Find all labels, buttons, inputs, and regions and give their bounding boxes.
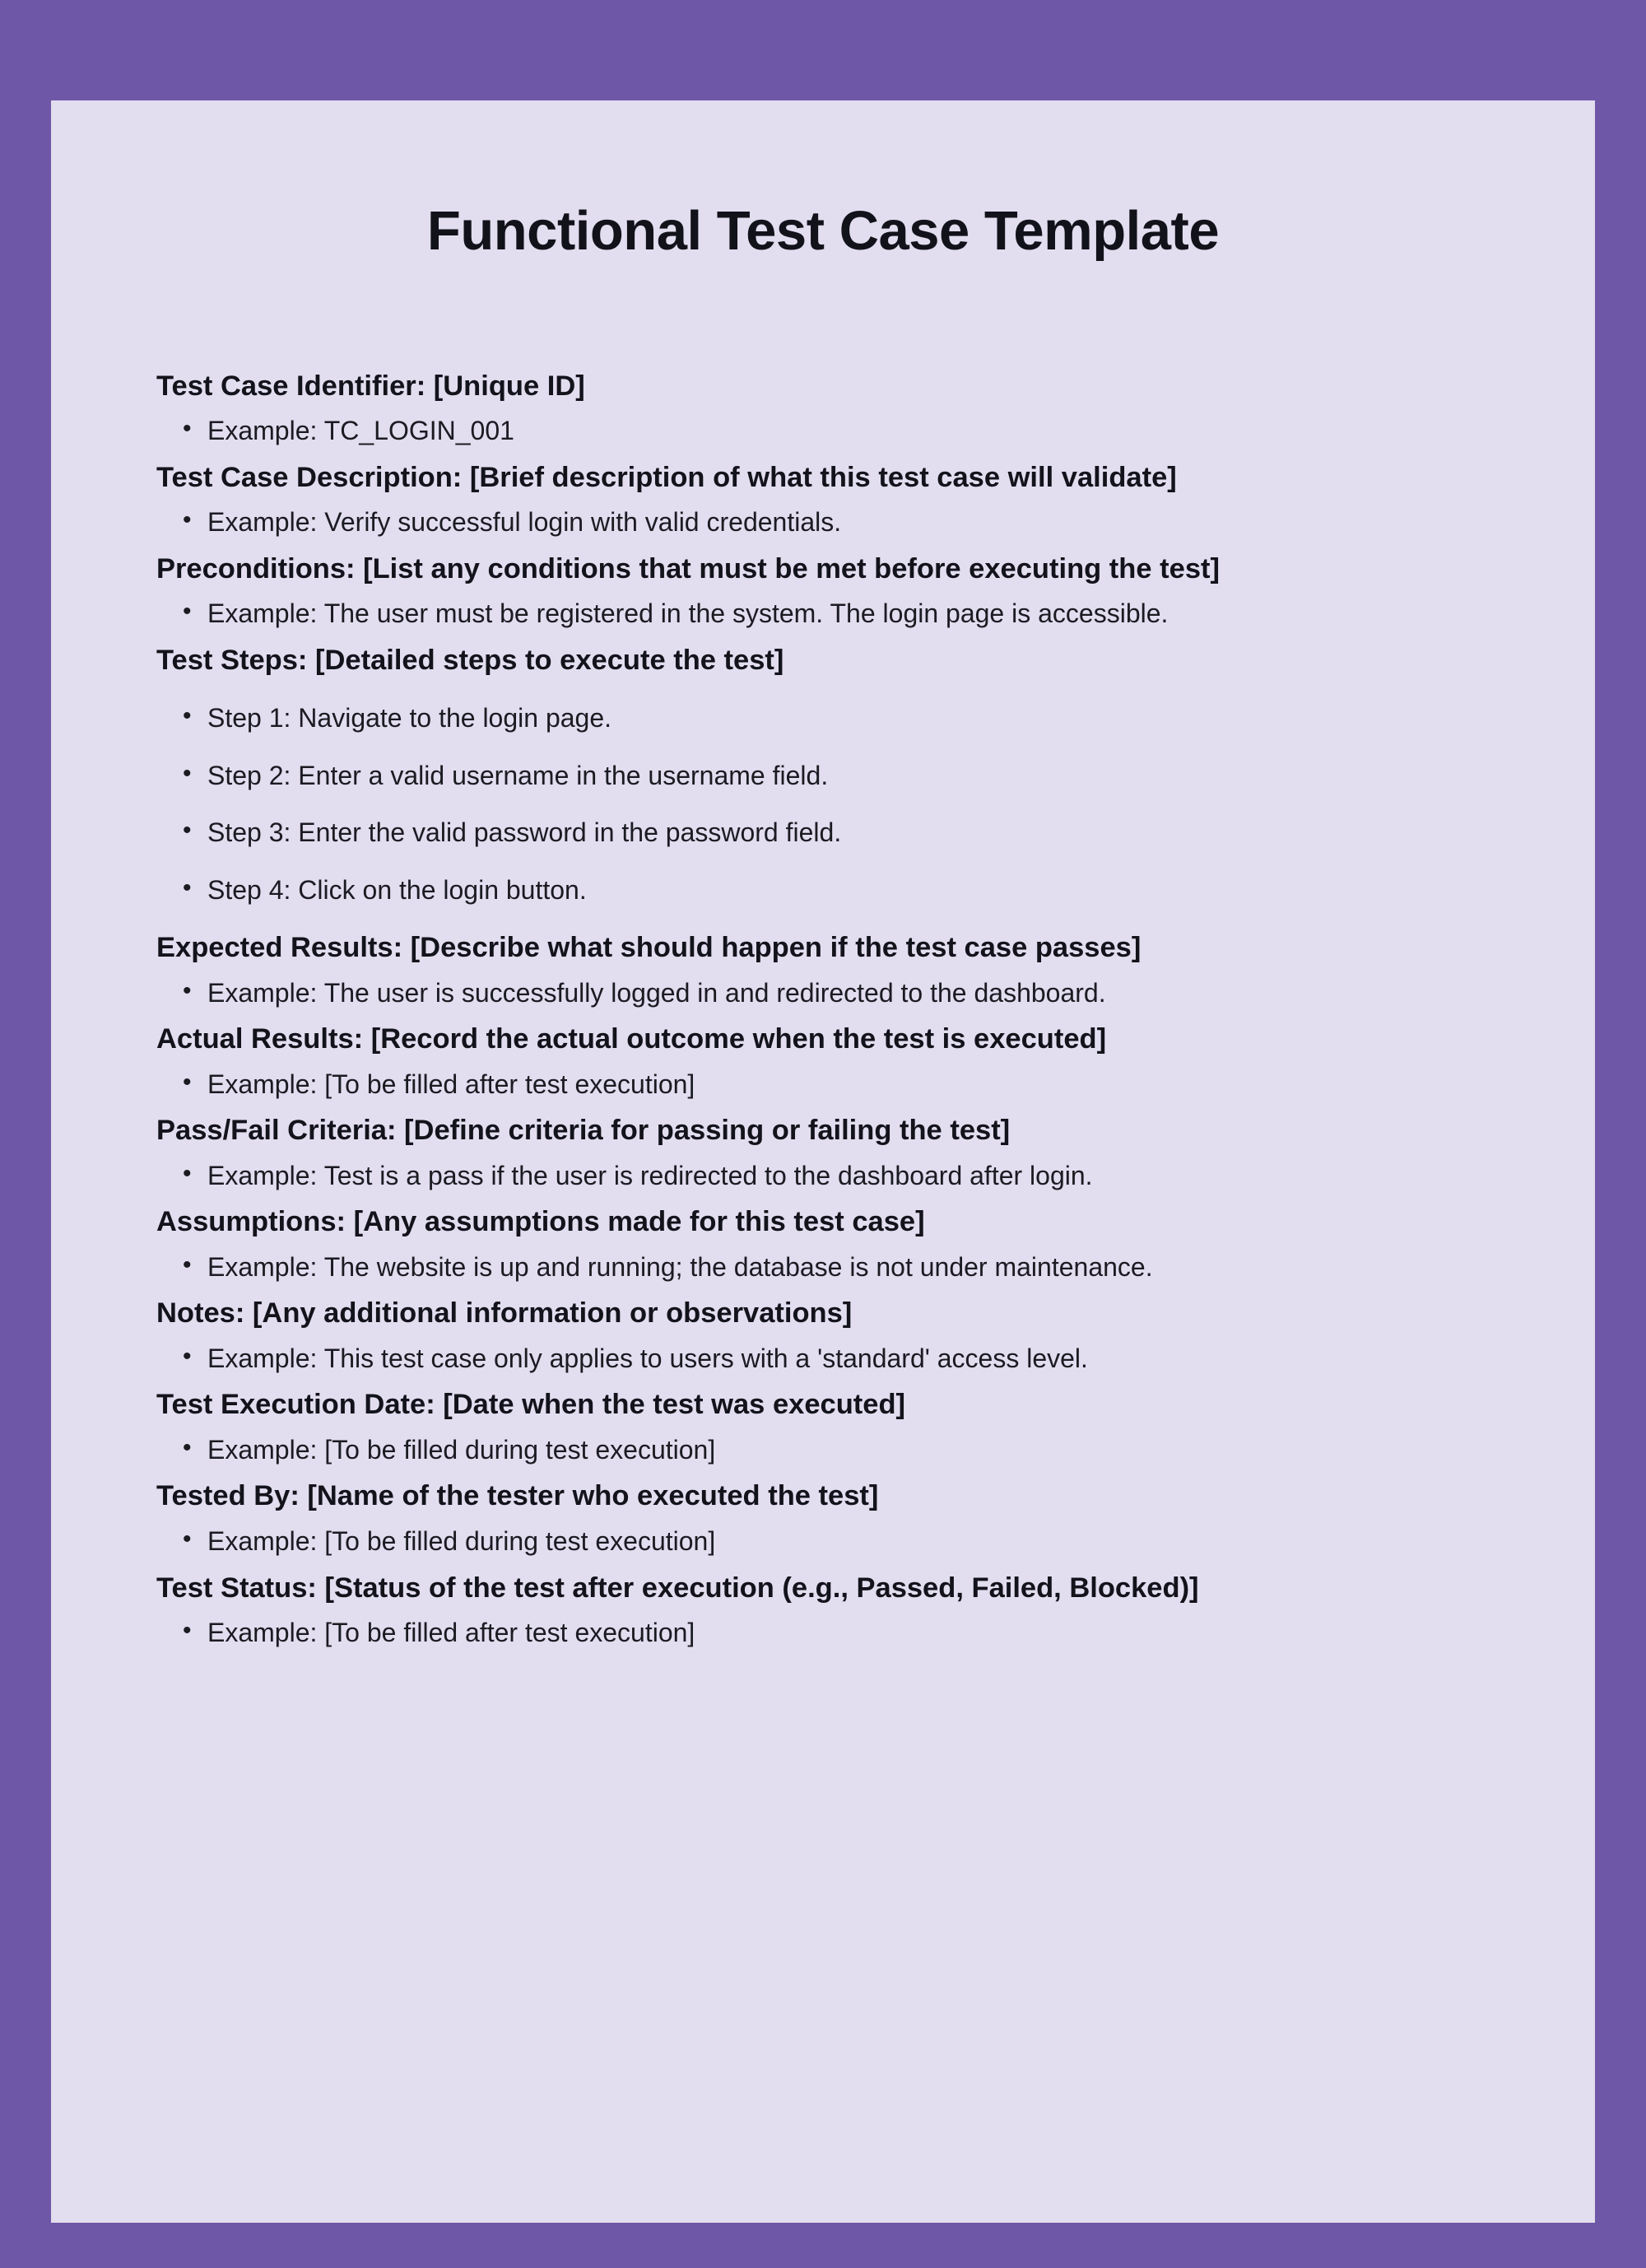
page-title: Functional Test Case Template [426,200,1220,262]
list-item: • Example: [To be filled after test execution] [156,1066,1490,1103]
section-heading: Expected Results: [Describe what should happen if the test case passes] [156,932,1142,964]
document-section [156,459,1490,542]
list-item: • Step 1: Navigate to the login page. [156,700,1490,737]
document-section [156,1477,1490,1560]
list-item: • Example: [To be filled during test execution] [156,1432,1490,1469]
section-heading: Test Steps: [Detailed steps to execute the test] [156,644,784,676]
section-bullet-list [156,1523,1490,1560]
section-heading: Assumptions: [Any assumptions made for this test case] [156,1206,925,1238]
list-item: • Example: TC_LOGIN_001 [156,412,1490,449]
list-item: • Step 4: Click on the login button. [156,872,1490,909]
section-bullet-list [156,1614,1490,1651]
section-bullet-list [156,1249,1490,1286]
list-item: • Example: Verify successful login with valid credentials. [156,504,1490,541]
list-item: • Example: [To be filled during test execution] [156,1523,1490,1560]
section-heading: Actual Results: [Record the actual outcome when the test is executed] [156,1023,1107,1055]
list-item: • Example: [To be filled after test execution] [156,1614,1490,1651]
list-item: • Example: Test is a pass if the user is redirected to the dashboard after login. [156,1157,1490,1195]
document-section [156,1111,1490,1195]
section-bullet-list [156,1340,1490,1377]
section-bullet-list [156,1066,1490,1103]
section-bullet-list [156,504,1490,541]
document-section [156,1385,1490,1469]
section-bullet-list [156,1432,1490,1469]
list-item: • Example: The website is up and running; the database is not under maintenance. [156,1249,1490,1286]
section-heading: Test Status: [Status of the test after execution (e.g., Passed, Failed, Blocked)] [156,1572,1199,1604]
section-bullet-list [156,700,1490,909]
section-heading: Test Execution Date: [Date when the test was executed] [156,1389,906,1421]
section-bullet-list [156,412,1490,449]
list-item: • Step 3: Enter the valid password in the password field. [156,814,1490,851]
document-section [156,1569,1490,1652]
document-section [156,1020,1490,1103]
section-heading: Pass/Fail Criteria: [Define criteria for passing or failing the test] [156,1115,1011,1147]
section-heading: Notes: [Any additional information or observations] [156,1297,853,1330]
list-item: • Example: This test case only applies to users with a 'standard' access level. [156,1340,1490,1377]
document-section [156,550,1490,633]
list-item: • Example: The user is successfully logged in and redirected to the dashboard. [156,975,1490,1012]
document-page [51,100,1595,2223]
document-section [156,929,1490,1012]
section-bullet-list [156,975,1490,1012]
document-section [156,367,1490,450]
section-heading: Tested By: [Name of the tester who executed the test] [156,1480,879,1512]
section-bullet-list [156,595,1490,632]
section-bullet-list [156,1157,1490,1195]
section-heading: Preconditions: [List any conditions that must be met before executing the test] [156,552,1220,584]
section-heading: Test Case Description: [Brief description of what this test case will validate] [156,461,1177,493]
section-heading: Test Case Identifier: [Unique ID] [156,370,585,402]
document-section [156,1294,1490,1377]
document-section [156,1203,1490,1286]
list-item: • Example: The user must be registered in the system. The login page is accessible. [156,595,1490,632]
document-section [156,641,1490,909]
document-body [156,367,1490,1652]
list-item: • Step 2: Enter a valid username in the username field. [156,757,1490,794]
